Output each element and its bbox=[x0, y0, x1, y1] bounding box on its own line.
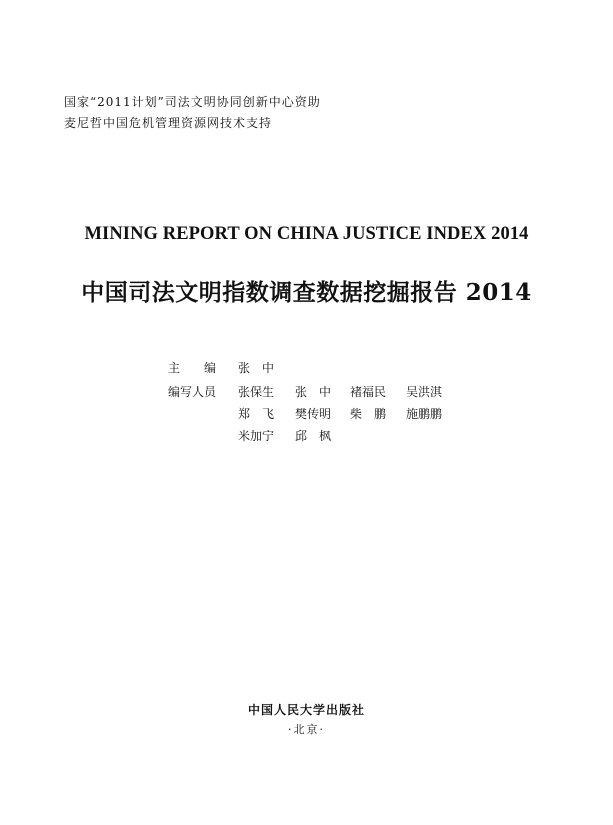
chinese-title: 中国司法文明指数调查数据挖掘报告 2014 bbox=[81, 279, 532, 306]
editor-role-label: 主 编 bbox=[168, 361, 217, 375]
writer-name: 柴 鹏 bbox=[350, 407, 387, 421]
publisher-name: 中国人民大学出版社 bbox=[247, 703, 365, 717]
writer-name: 褚福民 bbox=[350, 385, 387, 399]
sponsor-line-2: 麦尼哲中国危机管理资源网技术支持 bbox=[64, 116, 273, 130]
writer-name: 张 中 bbox=[295, 385, 332, 399]
editor-name: 张 中 bbox=[238, 361, 275, 375]
writer-name: 郑 飞 bbox=[238, 407, 275, 421]
writer-name: 邱 枫 bbox=[295, 429, 332, 443]
sponsor-line-1: 国家“2011计划”司法文明协同创新中心资助 bbox=[64, 95, 321, 109]
english-title: MINING REPORT ON CHINA JUSTICE INDEX 2014 bbox=[84, 224, 529, 244]
writer-name: 米加宁 bbox=[238, 429, 275, 443]
writer-name: 张保生 bbox=[238, 385, 275, 399]
writer-name: 樊传明 bbox=[295, 407, 332, 421]
publisher-city: ·北京· bbox=[288, 723, 325, 736]
writer-name: 吴洪淇 bbox=[406, 385, 443, 399]
writers-role-label: 编写人员 bbox=[168, 385, 217, 399]
writer-name: 施鹏鹏 bbox=[406, 407, 443, 421]
